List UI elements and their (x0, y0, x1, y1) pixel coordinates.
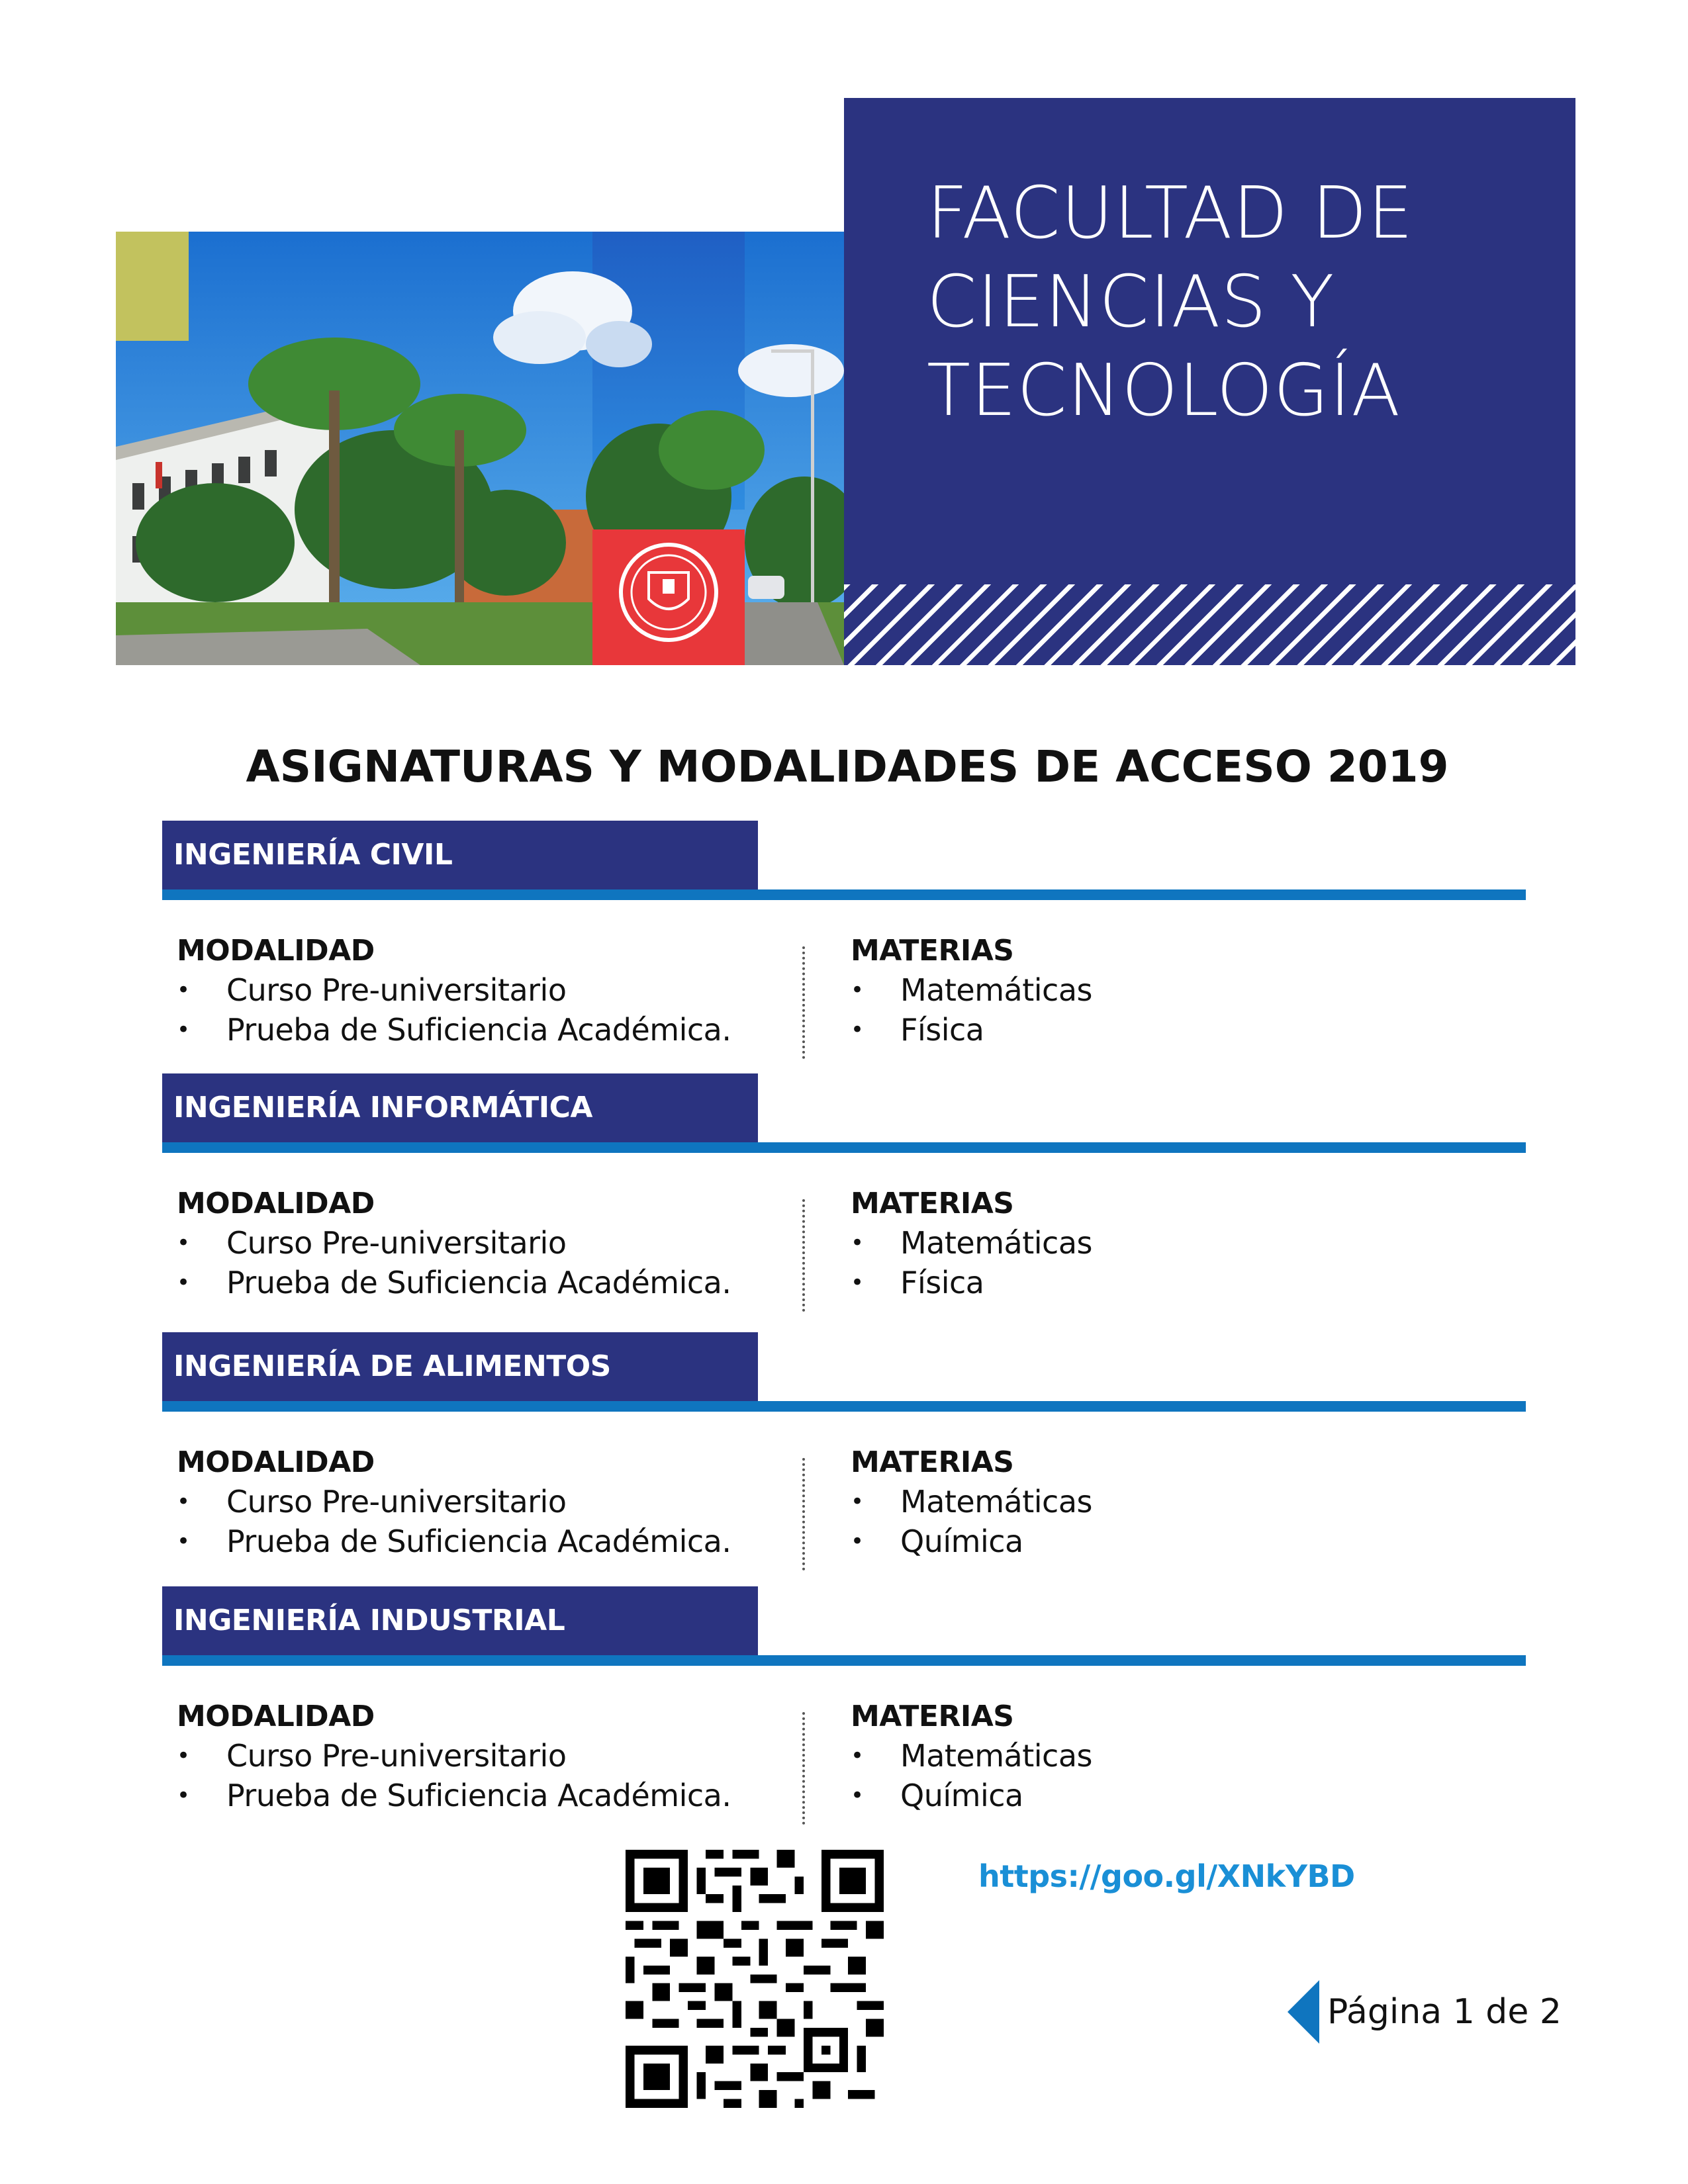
materia-item: • Matemáticas (851, 1223, 1446, 1263)
qr-code-icon[interactable] (626, 1850, 884, 2108)
materia-item: • Física (851, 1010, 1446, 1050)
modalidad-item: • Curso Pre-universitario (177, 1482, 786, 1522)
dotted-divider (802, 1458, 805, 1570)
section-rule (162, 889, 1526, 900)
program-header (162, 1586, 1526, 1666)
materias-column (851, 932, 1446, 1050)
modalidad-column (177, 1698, 786, 1815)
modalidad-column (177, 1443, 786, 1561)
materias-column (851, 1185, 1446, 1302)
program-title: INGENIERÍA INFORMÁTICA (162, 1073, 758, 1142)
program-body (162, 1412, 1526, 1570)
modalidad-heading: MODALIDAD (177, 1445, 375, 1479)
university-seal (592, 529, 745, 665)
dotted-divider (802, 1199, 805, 1312)
modalidad-column (177, 932, 786, 1050)
hatch-pattern (844, 584, 1575, 665)
modalidad-item: • Prueba de Suficiencia Académica. (177, 1010, 786, 1050)
program-title: INGENIERÍA CIVIL (162, 821, 758, 889)
modalidad-column (177, 1185, 786, 1302)
modalidad-item: • Prueba de Suficiencia Académica. (177, 1263, 786, 1302)
materias-heading: MATERIAS (851, 1445, 1014, 1479)
materias-heading: MATERIAS (851, 1700, 1014, 1733)
dotted-divider (802, 1712, 805, 1825)
program-title: INGENIERÍA DE ALIMENTOS (162, 1332, 758, 1401)
title-line-2: CIENCIAS Y (927, 261, 1335, 343)
campus-photo (116, 232, 844, 665)
program-title: INGENIERÍA INDUSTRIAL (162, 1586, 758, 1655)
page-navigation[interactable] (1288, 1979, 1562, 2045)
materias-column (851, 1698, 1446, 1815)
program-body (162, 1153, 1526, 1312)
program-header (162, 1073, 1526, 1153)
arrow-left-icon[interactable] (1288, 1980, 1319, 2044)
materias-column (851, 1443, 1446, 1561)
program-section-alimentos (162, 1332, 1526, 1570)
page-number: Página 1 de 2 (1327, 1992, 1562, 2032)
faculty-title (927, 169, 1549, 435)
materia-item: • Matemáticas (851, 1482, 1446, 1522)
modalidad-heading: MODALIDAD (177, 934, 375, 968)
modalidad-item: • Curso Pre-universitario (177, 970, 786, 1010)
modalidad-heading: MODALIDAD (177, 1700, 375, 1733)
program-section-industrial (162, 1586, 1526, 1825)
title-line-1: FACULTAD DE (927, 172, 1414, 255)
program-section-informatica (162, 1073, 1526, 1312)
program-header (162, 821, 1526, 900)
program-header (162, 1332, 1526, 1412)
materias-heading: MATERIAS (851, 934, 1014, 968)
title-line-3: TECNOLOGÍA (927, 349, 1401, 432)
section-rule (162, 1401, 1526, 1412)
section-rule (162, 1655, 1526, 1666)
program-section-civil (162, 821, 1526, 1059)
materias-heading: MATERIAS (851, 1187, 1014, 1220)
dotted-divider (802, 946, 805, 1059)
section-rule (162, 1142, 1526, 1153)
materia-item: • Química (851, 1522, 1446, 1561)
program-body (162, 900, 1526, 1059)
short-url-link[interactable]: https://goo.gl/XNkYBD (978, 1858, 1355, 1894)
modalidad-item: • Curso Pre-universitario (177, 1223, 786, 1263)
materia-item: • Física (851, 1263, 1446, 1302)
modalidad-item: • Prueba de Suficiencia Académica. (177, 1522, 786, 1561)
title-banner (844, 98, 1575, 665)
modalidad-heading: MODALIDAD (177, 1187, 375, 1220)
materia-item: • Química (851, 1776, 1446, 1815)
materia-item: • Matemáticas (851, 1736, 1446, 1776)
modalidad-item: • Prueba de Suficiencia Académica. (177, 1776, 786, 1815)
materia-item: • Matemáticas (851, 970, 1446, 1010)
program-body (162, 1666, 1526, 1825)
page-title: ASIGNATURAS Y MODALIDADES DE ACCESO 2019 (246, 741, 1449, 792)
modalidad-item: • Curso Pre-universitario (177, 1736, 786, 1776)
